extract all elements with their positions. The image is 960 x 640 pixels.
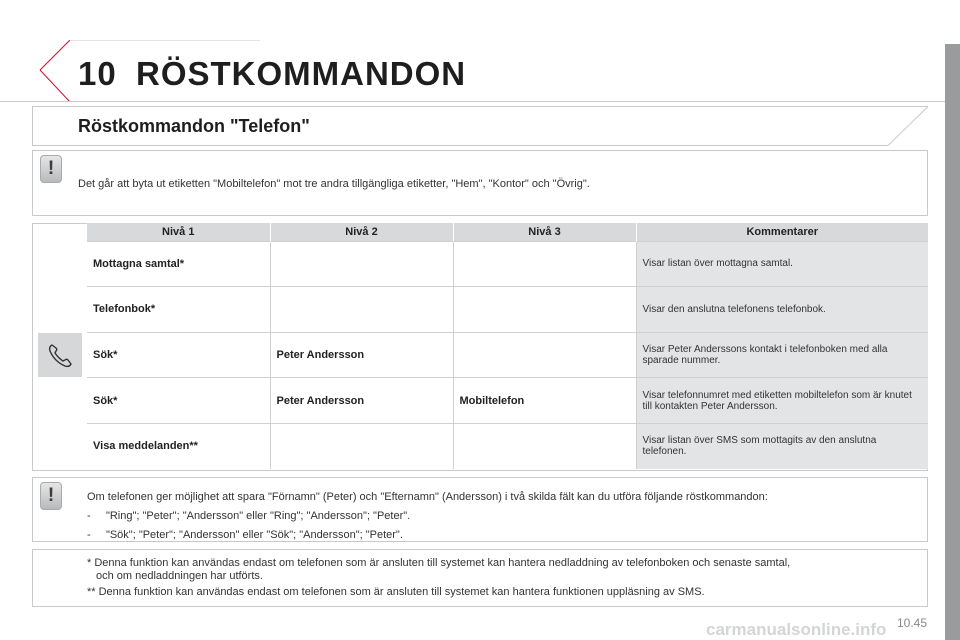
cell-level-2 xyxy=(270,241,453,287)
chapter-number: 10 xyxy=(78,55,117,92)
page-number: 10.45 xyxy=(897,616,928,630)
table-header-row xyxy=(87,223,928,241)
cell-level-1: Telefonbok* xyxy=(87,287,270,333)
header-level-3: Nivå 3 xyxy=(453,223,636,241)
phone-icon xyxy=(38,333,82,377)
table-row xyxy=(87,332,928,378)
phone-icon-box xyxy=(38,333,82,377)
cell-comment: Visar telefonnumret med etiketten mobiltelefon som är knutet till kontakten Peter Andersson. xyxy=(636,378,928,424)
table-row xyxy=(87,378,928,424)
footnotes xyxy=(87,557,922,603)
cell-level-2: Peter Andersson xyxy=(270,332,453,378)
cell-level-2 xyxy=(270,423,453,469)
section-title: Röstkommandon "Telefon" xyxy=(78,116,310,136)
info-bullet: - "Sök"; "Peter"; "Andersson" eller "Sök"; "Andersson"; "Peter". xyxy=(87,529,403,541)
footnote-2: ** Denna funktion kan användas endast om telefonen som är ansluten till systemet kan hantera funktionen uppläsning av SMS. xyxy=(87,586,705,598)
header-comments: Kommentarer xyxy=(636,223,928,241)
info-text xyxy=(87,488,768,545)
cell-level-1: Mottagna samtal* xyxy=(87,241,270,287)
cell-level-1: Sök* xyxy=(87,332,270,378)
footnote-1 xyxy=(87,557,922,582)
cell-level-3: Mobiltelefon xyxy=(453,378,636,424)
cell-level-2: Peter Andersson xyxy=(270,378,453,424)
cell-level-3 xyxy=(453,332,636,378)
table-row xyxy=(87,423,928,469)
cell-level-1: Sök* xyxy=(87,378,270,424)
cell-level-3 xyxy=(453,287,636,333)
warning-icon: ! xyxy=(40,482,62,510)
header-level-2: Nivå 2 xyxy=(270,223,453,241)
info-intro: Om telefonen ger möjlighet att spara "Förnamn" (Peter) och "Efternamn" (Andersson) i två skilda fält kan du utföra följande röstkommandon: xyxy=(87,491,768,503)
chapter-title: RÖSTKOMMANDON xyxy=(136,55,467,92)
note-text: Det går att byta ut etiketten "Mobiltelefon" mot tre andra tillgängliga etiketter, "Hem", "Kontor" och "Övrig". xyxy=(78,178,590,190)
footnote-1-line-2: och om nedladdningen har utförts. xyxy=(96,569,263,582)
info-bullet: - "Ring"; "Peter"; "Andersson" eller "Ring"; "Andersson"; "Peter". xyxy=(87,510,411,522)
watermark: carmanualsonline.info xyxy=(706,620,887,639)
cell-comment: Visar listan över mottagna samtal. xyxy=(636,241,928,287)
cell-level-3 xyxy=(453,241,636,287)
header-level-1: Nivå 1 xyxy=(87,223,270,241)
command-table xyxy=(87,223,928,469)
cell-comment: Visar Peter Anderssons kontakt i telefonboken med alla sparade nummer. xyxy=(636,332,928,378)
cell-comment: Visar listan över SMS som mottagits av den anslutna telefonen. xyxy=(636,423,928,469)
table-row xyxy=(87,287,928,333)
footnote-1-line-1: * Denna funktion kan användas endast om telefonen som är ansluten till systemet kan hantera nedladdning av telefonboken och senaste samtal, xyxy=(87,557,791,569)
cell-level-3 xyxy=(453,423,636,469)
table-row xyxy=(87,241,928,287)
warning-icon: ! xyxy=(40,155,62,183)
cell-level-2 xyxy=(270,287,453,333)
cell-level-1: Visa meddelanden** xyxy=(87,423,270,469)
right-edge-bar xyxy=(945,44,960,640)
header-rule xyxy=(0,101,945,102)
cell-comment: Visar den anslutna telefonens telefonbok. xyxy=(636,287,928,333)
